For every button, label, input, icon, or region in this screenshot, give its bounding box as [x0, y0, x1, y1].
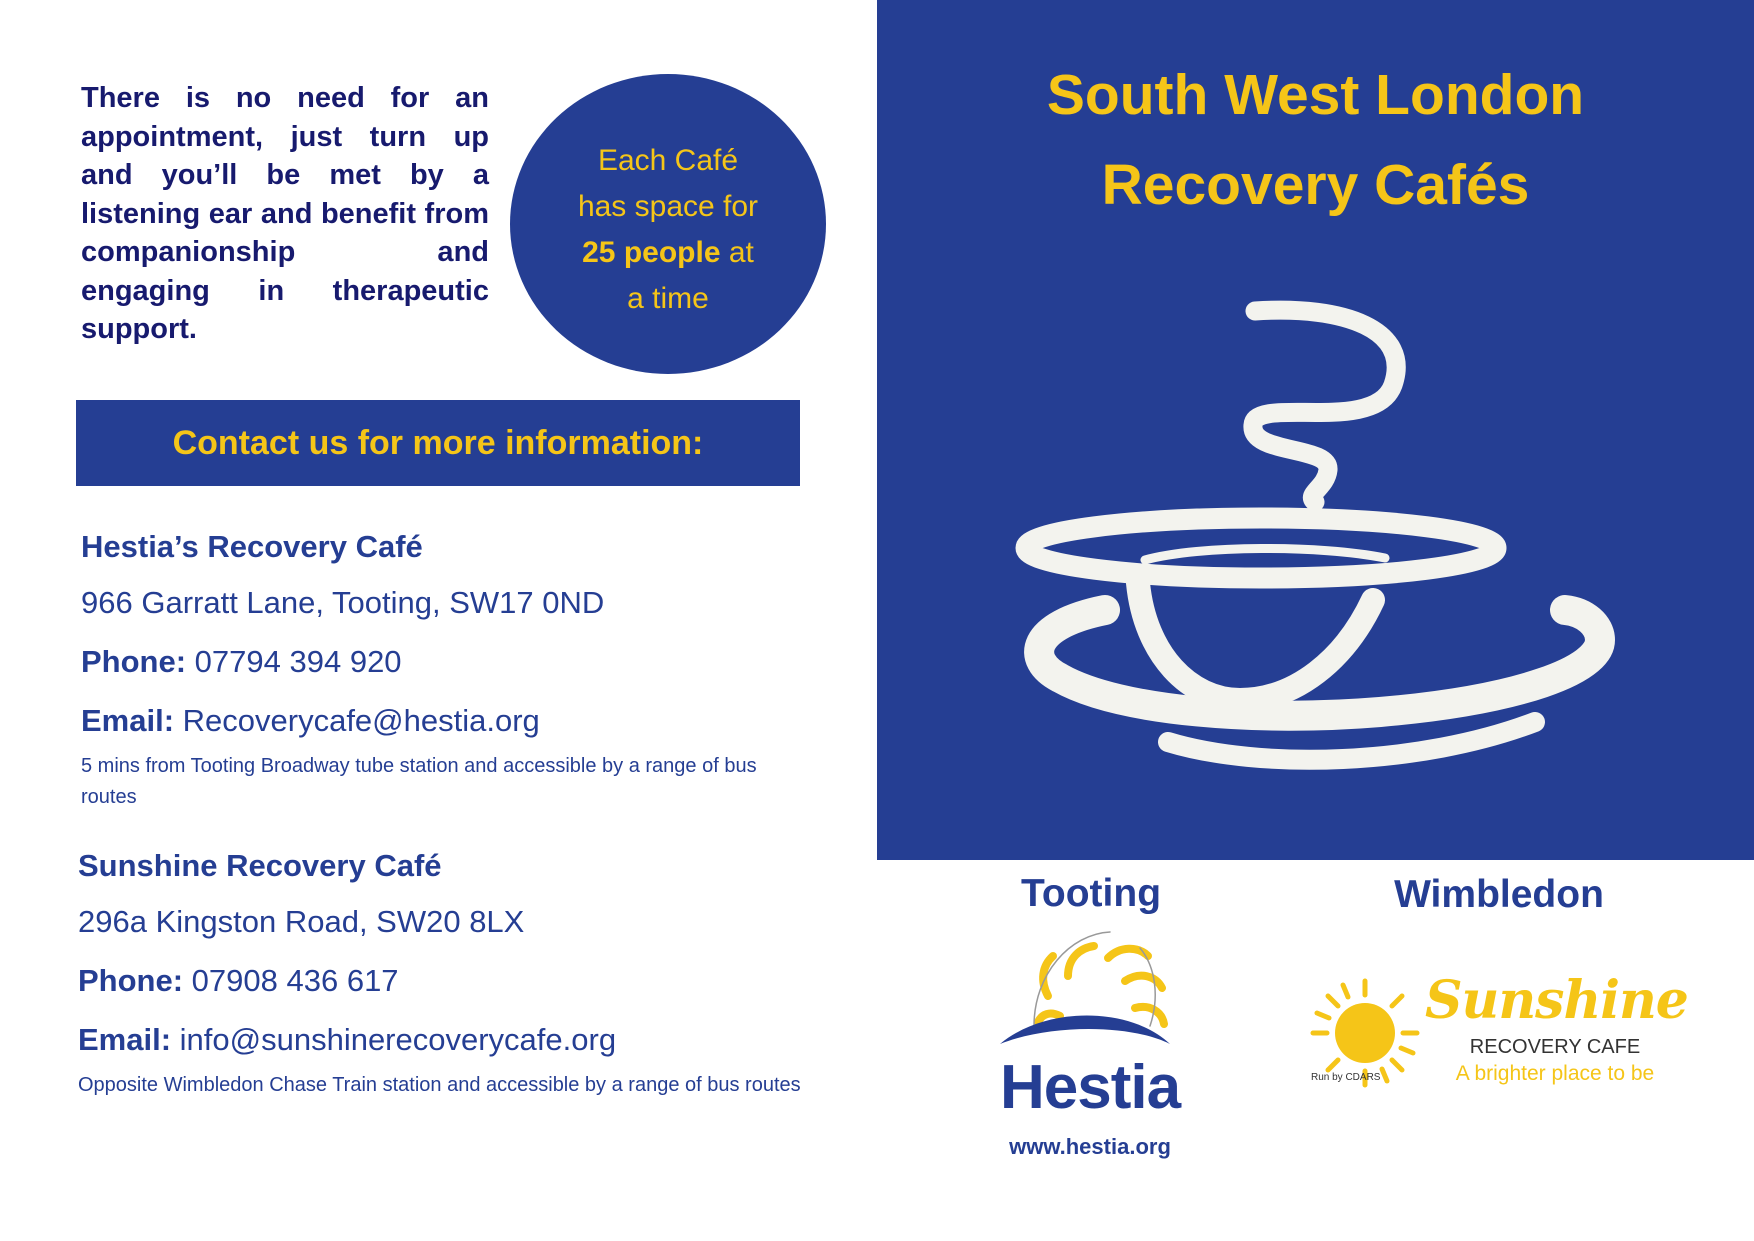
contact-heading: Contact us for more information: [172, 423, 704, 462]
cover-panel [877, 0, 1754, 860]
sunshine-logo [1305, 970, 1688, 1120]
capacity-circle [510, 74, 826, 374]
phone-label: Phone: [78, 963, 184, 998]
capacity-text [510, 138, 826, 322]
phone-label: Phone: [81, 644, 187, 679]
location-tooting: Tooting [1020, 872, 1162, 915]
capacity-line-2: has space for [577, 190, 759, 223]
cafe-hestia [81, 529, 811, 813]
cafe-phone [78, 963, 808, 999]
hestia-logo [990, 926, 1190, 1166]
capacity-line-1: Each Café [597, 144, 739, 177]
cafe-sunshine [78, 848, 808, 1101]
capacity-number: 25 people [582, 236, 721, 269]
hestia-url[interactable]: www.hestia.org [1009, 1134, 1171, 1159]
coffee-cup-icon [877, 0, 1754, 860]
cover-title-line-1: South West London [1046, 63, 1585, 127]
cafe-directions: Opposite Wimbledon Chase Train station and accessible by a range of bus routes [78, 1074, 801, 1096]
cafe-name: Sunshine Recovery Café [78, 848, 442, 883]
cafe-address: 296a Kingston Road, SW20 8LX [78, 904, 525, 939]
hestia-emblem-icon [990, 926, 1190, 1166]
sunshine-wordmark: Sunshine [1425, 970, 1688, 1031]
location-wimbledon: Wimbledon [1394, 873, 1604, 916]
email-label: Email: [81, 703, 175, 738]
intro-paragraph: There is no need for an appointment, just turn up and you’ll be met by a listening ear and benefit from companionship and engaging in therapeutic support. [81, 82, 489, 345]
email-label: Email: [78, 1022, 172, 1057]
sunshine-run-by: Run by CDARS [1311, 1072, 1381, 1083]
contact-banner [76, 400, 800, 486]
sunshine-tagline: A brighter place to be [1455, 1062, 1655, 1085]
capacity-line-3 [510, 230, 826, 276]
phone-number[interactable]: 07908 436 617 [183, 963, 399, 998]
cafe-address: 966 Garratt Lane, Tooting, SW17 0ND [81, 585, 605, 620]
cafe-directions: 5 mins from Tooting Broadway tube station and accessible by a range of bus routes [81, 755, 757, 808]
cafe-phone [81, 644, 811, 680]
phone-number[interactable]: 07794 394 920 [186, 644, 402, 679]
cafe-name: Hestia’s Recovery Café [81, 529, 423, 564]
sunshine-subtitle: RECOVERY CAFE [1469, 1036, 1641, 1058]
email-address[interactable]: info@sunshinerecoverycafe.org [171, 1022, 617, 1057]
hestia-wordmark: Hestia [999, 1053, 1181, 1122]
capacity-line-4: a time [627, 282, 709, 315]
cafe-email [78, 1022, 808, 1058]
capacity-line-3-suffix: at [720, 236, 754, 269]
email-address[interactable]: Recoverycafe@hestia.org [174, 703, 540, 738]
cafe-email [81, 703, 811, 739]
cover-title-line-2: Recovery Cafés [1101, 153, 1530, 217]
